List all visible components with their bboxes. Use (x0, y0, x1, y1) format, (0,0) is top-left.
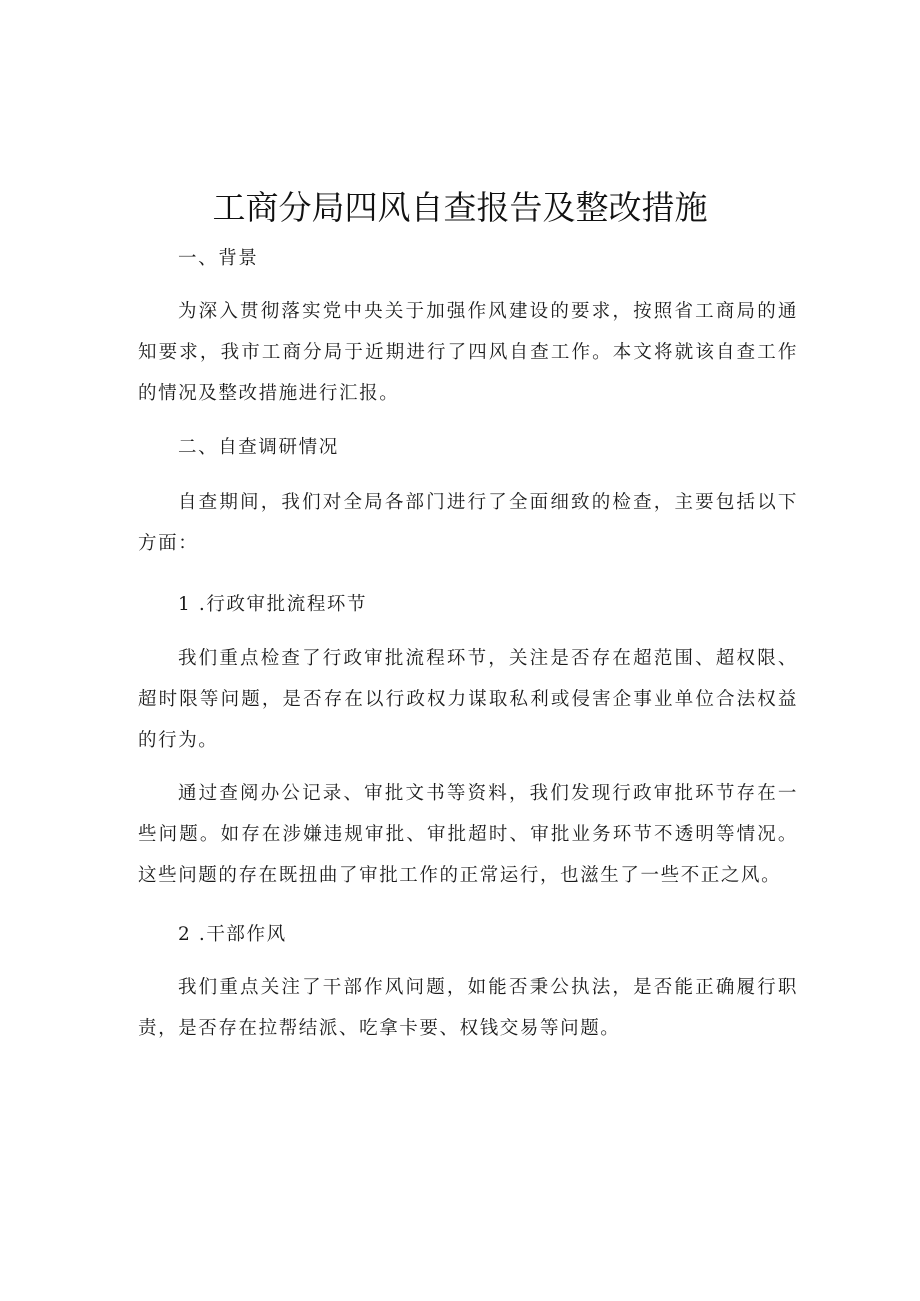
document-title: 工商分局四风自查报告及整改措施 (212, 188, 708, 227)
paragraph-text: 我们重点关注了干部作风问题，如能否秉公执法，是否能正确履行职责，是否存在拉帮结派、吃拿卡要、权钱交易等问题。 (138, 977, 798, 1039)
section-heading-survey: 二、自查调研情况 (178, 437, 339, 458)
paragraph-text: 我们重点检查了行政审批流程环节，关注是否存在超范围、超权限、超时限等问题，是否存在以行政权力谋取私利或侵害企事业单位合法权益的行为。 (138, 648, 798, 751)
paragraph-text: 自查期间，我们对全局各部门进行了全面细致的检查，主要包括以下方面： (138, 492, 798, 554)
paragraph-text: 为深入贯彻落实党中央关于加强作风建设的要求，按照省工商局的通知要求，我市工商分局于近期进行了四风自查工作。本文将就该自查工作的情况及整改措施进行汇报。 (138, 301, 798, 404)
paragraph-cadre (138, 967, 798, 1049)
paragraph-approval-2 (138, 773, 798, 896)
section-heading-background: 一、背景 (178, 248, 259, 269)
subsection-heading-approval: 1 .行政审批流程环节 (178, 594, 368, 615)
paragraph-background (138, 291, 798, 414)
paragraph-approval-1 (138, 638, 798, 761)
paragraph-text: 通过查阅办公记录、审批文书等资料，我们发现行政审批环节存在一些问题。如存在涉嫌违规审批、审批超时、审批业务环节不透明等情况。这些问题的存在既扭曲了审批工作的正常运行，也滋生了一些不正之风。 (138, 783, 798, 886)
paragraph-survey (138, 482, 798, 564)
subsection-heading-cadre: 2 .干部作风 (178, 924, 287, 945)
